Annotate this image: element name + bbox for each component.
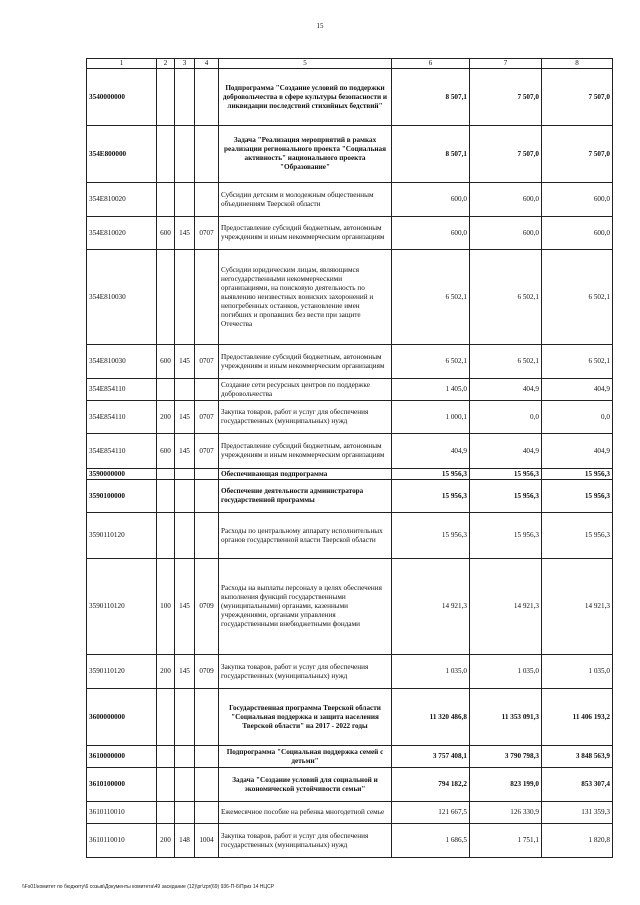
cell-col4: 0709 xyxy=(195,559,219,655)
cell-value-8: 15 956,3 xyxy=(542,513,613,559)
cell-value-8: 1 820,8 xyxy=(542,824,613,858)
cell-code: 354E810030 xyxy=(87,345,157,379)
cell-value-7: 0,0 xyxy=(470,401,542,434)
cell-description: Субсидии детским и молодежным общественным объединениям Тверской области xyxy=(219,183,392,217)
cell-code: 354E800000 xyxy=(87,126,157,183)
cell-col2: 100 xyxy=(157,559,175,655)
cell-description: Обеспечение деятельности администратора государственной программы xyxy=(219,480,392,513)
cell-value-8: 600,0 xyxy=(542,217,613,250)
cell-value-6: 15 956,3 xyxy=(392,480,470,513)
cell-value-6: 14 921,3 xyxy=(392,559,470,655)
cell-col2: 200 xyxy=(157,401,175,434)
cell-col3 xyxy=(175,746,195,768)
cell-col2 xyxy=(157,768,175,802)
table-row xyxy=(87,126,613,183)
header-cell: 3 xyxy=(175,59,195,69)
cell-code: 354E854110 xyxy=(87,401,157,434)
cell-col3: 145 xyxy=(175,434,195,469)
cell-col2 xyxy=(157,746,175,768)
cell-col4 xyxy=(195,480,219,513)
cell-description: Подпрограмма "Социальная поддержка семей с детьми" xyxy=(219,746,392,768)
cell-col4: 0707 xyxy=(195,217,219,250)
cell-col3 xyxy=(175,183,195,217)
cell-value-8: 600,0 xyxy=(542,183,613,217)
cell-col2 xyxy=(157,126,175,183)
cell-value-6: 1 000,1 xyxy=(392,401,470,434)
cell-col3 xyxy=(175,513,195,559)
table-row xyxy=(87,824,613,858)
cell-col3 xyxy=(175,250,195,345)
cell-description: Расходы по центральному аппарату исполнительных органов государственной власти Тверской области xyxy=(219,513,392,559)
cell-col3: 145 xyxy=(175,655,195,689)
cell-col2 xyxy=(157,513,175,559)
cell-col4 xyxy=(195,768,219,802)
cell-value-7: 7 507,0 xyxy=(470,69,542,126)
footer-file-path: \\Fs01\комитет по бюджету\6 созыв\Документы комитета\49 заседание (12)\pr\zpr(69) 936-П-6\Приз 14 НЦСР xyxy=(22,884,275,890)
cell-value-7: 823 199,0 xyxy=(470,768,542,802)
cell-value-7: 600,0 xyxy=(470,183,542,217)
cell-description: Обеспечивающая подпрограмма xyxy=(219,469,392,480)
cell-value-7: 1 035,0 xyxy=(470,655,542,689)
header-cell: 8 xyxy=(542,59,613,69)
cell-col4: 0709 xyxy=(195,655,219,689)
cell-col4: 0707 xyxy=(195,345,219,379)
cell-col2: 200 xyxy=(157,824,175,858)
header-cell: 1 xyxy=(87,59,157,69)
table-row xyxy=(87,746,613,768)
table-row xyxy=(87,401,613,434)
cell-description: Задача "Создание условий для социальной и экономической устойчивости семьи" xyxy=(219,768,392,802)
cell-col4 xyxy=(195,183,219,217)
cell-value-8: 6 502,1 xyxy=(542,345,613,379)
cell-value-7: 6 502,1 xyxy=(470,250,542,345)
cell-value-7: 11 353 091,3 xyxy=(470,689,542,746)
cell-value-7: 6 502,1 xyxy=(470,345,542,379)
cell-code: 3590110120 xyxy=(87,655,157,689)
cell-col4: 1004 xyxy=(195,824,219,858)
header-cell: 7 xyxy=(470,59,542,69)
cell-col4 xyxy=(195,69,219,126)
cell-value-8: 0,0 xyxy=(542,401,613,434)
table-row xyxy=(87,69,613,126)
cell-col4: 0707 xyxy=(195,434,219,469)
cell-value-7: 15 956,3 xyxy=(470,513,542,559)
table-row xyxy=(87,250,613,345)
table-row xyxy=(87,183,613,217)
cell-col3: 148 xyxy=(175,824,195,858)
cell-value-8: 853 307,4 xyxy=(542,768,613,802)
cell-value-6: 6 502,1 xyxy=(392,250,470,345)
cell-col2: 600 xyxy=(157,345,175,379)
table-row xyxy=(87,559,613,655)
cell-value-8: 15 956,3 xyxy=(542,480,613,513)
cell-code: 3590110120 xyxy=(87,559,157,655)
cell-value-7: 404,9 xyxy=(470,434,542,469)
table-row xyxy=(87,480,613,513)
cell-col3 xyxy=(175,469,195,480)
cell-code: 3610100000 xyxy=(87,768,157,802)
cell-value-6: 11 320 486,8 xyxy=(392,689,470,746)
table-row xyxy=(87,768,613,802)
table-row xyxy=(87,655,613,689)
cell-col4 xyxy=(195,802,219,824)
cell-description: Субсидии юридическим лицам, являющимся негосударственными некоммерческими организациями, на поисковую деятельность по выявлению неизвестных воинских захоронений и непогребенных останков, установление имен погибших и пропавших без вести при защите Отечества xyxy=(219,250,392,345)
cell-col2: 600 xyxy=(157,434,175,469)
cell-value-6: 600,0 xyxy=(392,217,470,250)
header-cell: 6 xyxy=(392,59,470,69)
cell-description: Государственная программа Тверской области "Социальная поддержка и защита населения Тверской области" на 2017 - 2022 годы xyxy=(219,689,392,746)
table-row xyxy=(87,345,613,379)
cell-value-6: 404,9 xyxy=(392,434,470,469)
cell-description: Закупка товаров, работ и услуг для обеспечения государственных (муниципальных) нужд xyxy=(219,401,392,434)
table-row xyxy=(87,513,613,559)
cell-value-8: 11 406 193,2 xyxy=(542,689,613,746)
cell-description: Расходы на выплаты персоналу в целях обеспечения выполнения функций государственными (муниципальными) органами, казенными учреждениями, органами управления государственными внебюджетными фондами xyxy=(219,559,392,655)
cell-col4 xyxy=(195,469,219,480)
cell-col4 xyxy=(195,126,219,183)
cell-code: 3590000000 xyxy=(87,469,157,480)
cell-col4 xyxy=(195,689,219,746)
cell-value-6: 15 956,3 xyxy=(392,469,470,480)
cell-code: 3610110010 xyxy=(87,824,157,858)
cell-value-7: 404,9 xyxy=(470,379,542,401)
cell-value-8: 404,9 xyxy=(542,379,613,401)
cell-value-8: 14 921,3 xyxy=(542,559,613,655)
cell-code: 3590110120 xyxy=(87,513,157,559)
cell-value-8: 7 507,0 xyxy=(542,126,613,183)
cell-code: 3600000000 xyxy=(87,689,157,746)
cell-col3 xyxy=(175,768,195,802)
cell-col2 xyxy=(157,802,175,824)
cell-value-6: 15 956,3 xyxy=(392,513,470,559)
table-row xyxy=(87,434,613,469)
cell-code: 354E810030 xyxy=(87,250,157,345)
table-row xyxy=(87,802,613,824)
budget-table xyxy=(86,58,613,858)
cell-col2 xyxy=(157,183,175,217)
cell-description: Закупка товаров, работ и услуг для обеспечения государственных (муниципальных) нужд xyxy=(219,655,392,689)
cell-value-8: 6 502,1 xyxy=(542,250,613,345)
cell-col3 xyxy=(175,802,195,824)
cell-col4: 0707 xyxy=(195,401,219,434)
table-row xyxy=(87,217,613,250)
page-number: 15 xyxy=(316,22,324,30)
cell-value-7: 15 956,3 xyxy=(470,480,542,513)
cell-value-6: 1 405,0 xyxy=(392,379,470,401)
cell-col3: 145 xyxy=(175,217,195,250)
cell-col3: 145 xyxy=(175,345,195,379)
cell-col4 xyxy=(195,513,219,559)
cell-value-8: 7 507,0 xyxy=(542,69,613,126)
cell-col3 xyxy=(175,689,195,746)
cell-code: 3610110010 xyxy=(87,802,157,824)
cell-code: 354E854110 xyxy=(87,379,157,401)
cell-col4 xyxy=(195,379,219,401)
cell-col2: 600 xyxy=(157,217,175,250)
cell-col3 xyxy=(175,69,195,126)
cell-code: 3540000000 xyxy=(87,69,157,126)
cell-value-7: 600,0 xyxy=(470,217,542,250)
cell-value-8: 404,9 xyxy=(542,434,613,469)
cell-description: Подпрограмма "Создание условий по поддержки добровольчества в сфере культуры безопасности и ликвидации последствий стихийных бедствий" xyxy=(219,69,392,126)
table-row xyxy=(87,379,613,401)
cell-value-8: 3 848 563,9 xyxy=(542,746,613,768)
header-cell: 4 xyxy=(195,59,219,69)
cell-value-8: 15 956,3 xyxy=(542,469,613,480)
cell-value-8: 131 359,3 xyxy=(542,802,613,824)
cell-value-6: 121 667,5 xyxy=(392,802,470,824)
cell-col3: 145 xyxy=(175,401,195,434)
cell-code: 354E854110 xyxy=(87,434,157,469)
cell-description: Задача "Реализация мероприятий в рамках реализации регионального проекта "Социальная активность" национального проекта "Образование" xyxy=(219,126,392,183)
cell-col3: 145 xyxy=(175,559,195,655)
cell-value-7: 3 790 798,3 xyxy=(470,746,542,768)
cell-col2 xyxy=(157,689,175,746)
cell-value-6: 3 757 408,1 xyxy=(392,746,470,768)
cell-description: Закупка товаров, работ и услуг для обеспечения государственных (муниципальных) нужд xyxy=(219,824,392,858)
cell-value-6: 6 502,1 xyxy=(392,345,470,379)
cell-value-6: 8 507,1 xyxy=(392,126,470,183)
cell-col2 xyxy=(157,69,175,126)
cell-value-6: 794 182,2 xyxy=(392,768,470,802)
table-row xyxy=(87,469,613,480)
cell-col2 xyxy=(157,469,175,480)
cell-value-6: 1 686,5 xyxy=(392,824,470,858)
cell-code: 3610000000 xyxy=(87,746,157,768)
cell-value-7: 15 956,3 xyxy=(470,469,542,480)
cell-col2 xyxy=(157,480,175,513)
cell-col3 xyxy=(175,480,195,513)
cell-value-7: 1 751,1 xyxy=(470,824,542,858)
cell-code: 354E810020 xyxy=(87,183,157,217)
cell-description: Предоставление субсидий бюджетным, автономным учреждениям и иным некоммерческим организациям xyxy=(219,345,392,379)
cell-col2 xyxy=(157,250,175,345)
cell-description: Создание сети ресурсных центров по поддержке добровольчества xyxy=(219,379,392,401)
cell-value-7: 7 507,0 xyxy=(470,126,542,183)
cell-value-7: 126 330,9 xyxy=(470,802,542,824)
cell-description: Предоставление субсидий бюджетным, автономным учреждениям и иным некоммерческим организациям xyxy=(219,217,392,250)
header-row xyxy=(87,59,613,69)
header-cell: 5 xyxy=(219,59,392,69)
cell-col2: 200 xyxy=(157,655,175,689)
cell-code: 354E810020 xyxy=(87,217,157,250)
cell-value-6: 1 035,0 xyxy=(392,655,470,689)
cell-col4 xyxy=(195,250,219,345)
cell-description: Предоставление субсидий бюджетным, автономным учреждениям и иным некоммерческим организациям xyxy=(219,434,392,469)
header-cell: 2 xyxy=(157,59,175,69)
cell-col3 xyxy=(175,379,195,401)
cell-col3 xyxy=(175,126,195,183)
cell-code: 3590100000 xyxy=(87,480,157,513)
cell-value-6: 8 507,1 xyxy=(392,69,470,126)
table-row xyxy=(87,689,613,746)
cell-description: Ежемесячное пособие на ребенка многодетной семье xyxy=(219,802,392,824)
cell-col4 xyxy=(195,746,219,768)
cell-value-8: 1 035,0 xyxy=(542,655,613,689)
cell-col2 xyxy=(157,379,175,401)
cell-value-7: 14 921,3 xyxy=(470,559,542,655)
cell-value-6: 600,0 xyxy=(392,183,470,217)
